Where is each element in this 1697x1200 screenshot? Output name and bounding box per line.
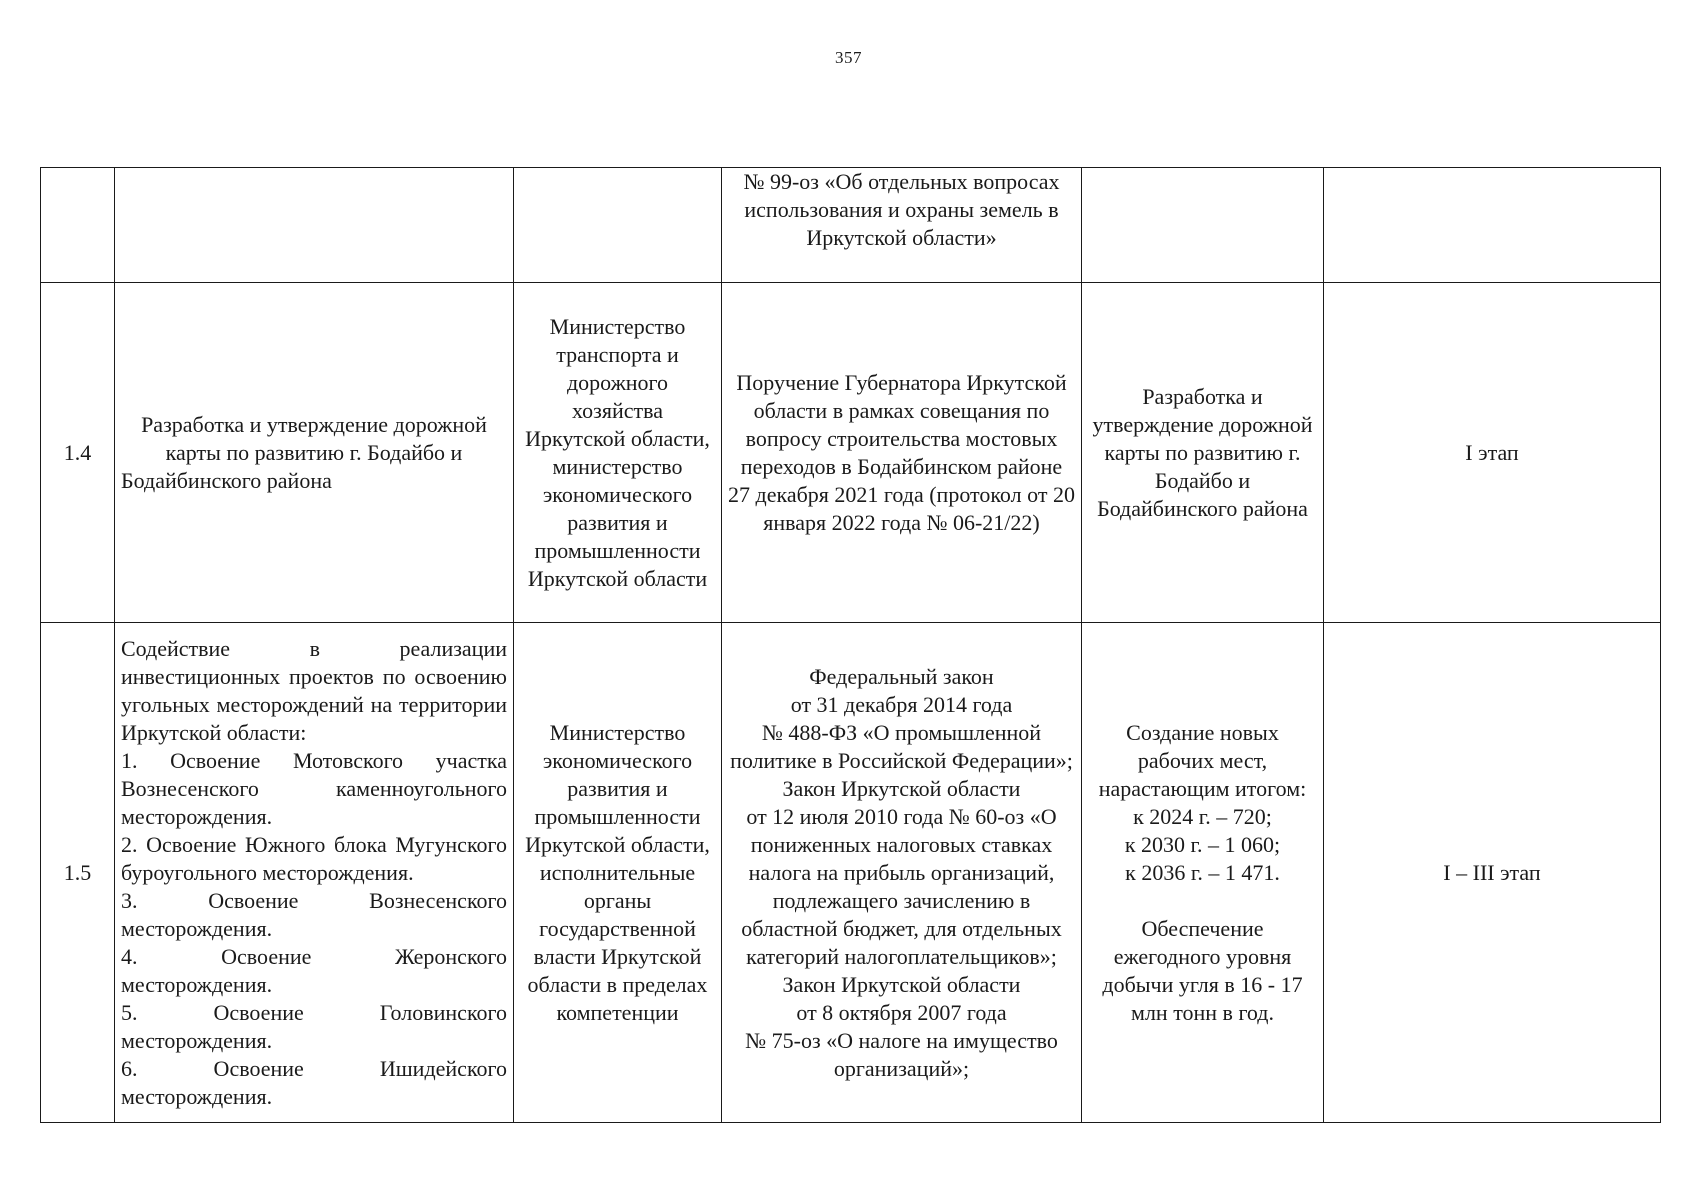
result-line: к 2036 г. – 1 471. bbox=[1125, 859, 1280, 885]
basis-line: от 12 июля 2010 года № 60-оз «О пониженных налоговых ставках налога на прибыль организаций, подлежащего зачислению в областной бюджет, для отдельных категорий налогоплательщиков»; bbox=[741, 803, 1062, 969]
activity-cell bbox=[115, 623, 514, 1123]
basis-line: Федеральный закон bbox=[809, 663, 994, 689]
stage-cell bbox=[1324, 168, 1661, 283]
page-number: 357 bbox=[835, 48, 862, 67]
result-cell bbox=[1082, 168, 1324, 283]
list-item: 1. Освоение Мотовского участка Вознесенского каменноугольного месторождения. bbox=[121, 747, 507, 829]
basis-cell bbox=[722, 623, 1082, 1123]
row-number-cell: 1.4 bbox=[41, 283, 115, 623]
stage-cell: I этап bbox=[1324, 283, 1661, 623]
list-item: 3. Освоение Вознесенского месторождения. bbox=[121, 887, 507, 941]
basis-line: Закон Иркутской области bbox=[782, 971, 1021, 997]
basis-line: № 488-ФЗ «О промышленной политике в Российской Федерации»; bbox=[730, 719, 1073, 773]
list-item: 5. Освоение Головинского месторождения. bbox=[121, 999, 507, 1053]
result-line: к 2030 г. – 1 060; bbox=[1124, 831, 1281, 857]
spacer bbox=[1088, 887, 1317, 915]
responsible-cell: Министерство экономического развития и промышленности Иркутской области, исполнительные органы государственной власти Иркутской области в пределах компетенции bbox=[514, 623, 722, 1123]
stage-cell: I – III этап bbox=[1324, 623, 1661, 1123]
result-line: Обеспечение ежегодного уровня добычи угля в 16 - 17 млн тонн в год. bbox=[1102, 915, 1303, 1025]
measures-table bbox=[40, 167, 1661, 1123]
activity-intro: Содействие в реализации инвестиционных проектов по освоению угольных месторождений на территории Иркутской области: bbox=[121, 635, 507, 745]
result-line: к 2024 г. – 720; bbox=[1133, 803, 1272, 829]
result-line: Создание новых рабочих мест, нарастающим итогом: bbox=[1098, 719, 1307, 801]
table-row bbox=[41, 623, 1661, 1123]
list-item: 6. Освоение Ишидейского месторождения. bbox=[121, 1055, 507, 1109]
basis-cell: № 99-оз «Об отдельных вопросах использования и охраны земель в Иркутской области» bbox=[722, 168, 1082, 283]
result-cell bbox=[1082, 623, 1324, 1123]
basis-line: от 31 декабря 2014 года bbox=[790, 691, 1013, 717]
activity-cell: Разработка и утверждение дорожной карты по развитию г. Бодайбо и Бодайбинского района bbox=[115, 283, 514, 623]
responsible-cell: Министерство транспорта и дорожного хозяйства Иркутской области, министерство экономического развития и промышленности Иркутской области bbox=[514, 283, 722, 623]
basis-line: № 75-оз «О налоге на имущество организаций»; bbox=[745, 1027, 1058, 1081]
responsible-cell bbox=[514, 168, 722, 283]
result-cell: Разработка и утверждение дорожной карты по развитию г. Бодайбо и Бодайбинского района bbox=[1082, 283, 1324, 623]
list-item: 4. Освоение Жеронского месторождения. bbox=[121, 943, 507, 997]
table-row bbox=[41, 283, 1661, 623]
row-number-cell: 1.5 bbox=[41, 623, 115, 1123]
basis-cell: Поручение Губернатора Иркутской области в рамках совещания по вопросу строительства мостовых переходов в Бодайбинском районе 27 декабря 2021 года (протокол от 20 января 2022 года № 06-21/22) bbox=[722, 283, 1082, 623]
basis-line: от 8 октября 2007 года bbox=[796, 999, 1007, 1025]
activity-cell bbox=[115, 168, 514, 283]
basis-line: Закон Иркутской области bbox=[782, 775, 1021, 801]
row-number-cell bbox=[41, 168, 115, 283]
table-row bbox=[41, 168, 1661, 283]
list-item: 2. Освоение Южного блока Мугунского буроугольного месторождения. bbox=[121, 831, 507, 885]
